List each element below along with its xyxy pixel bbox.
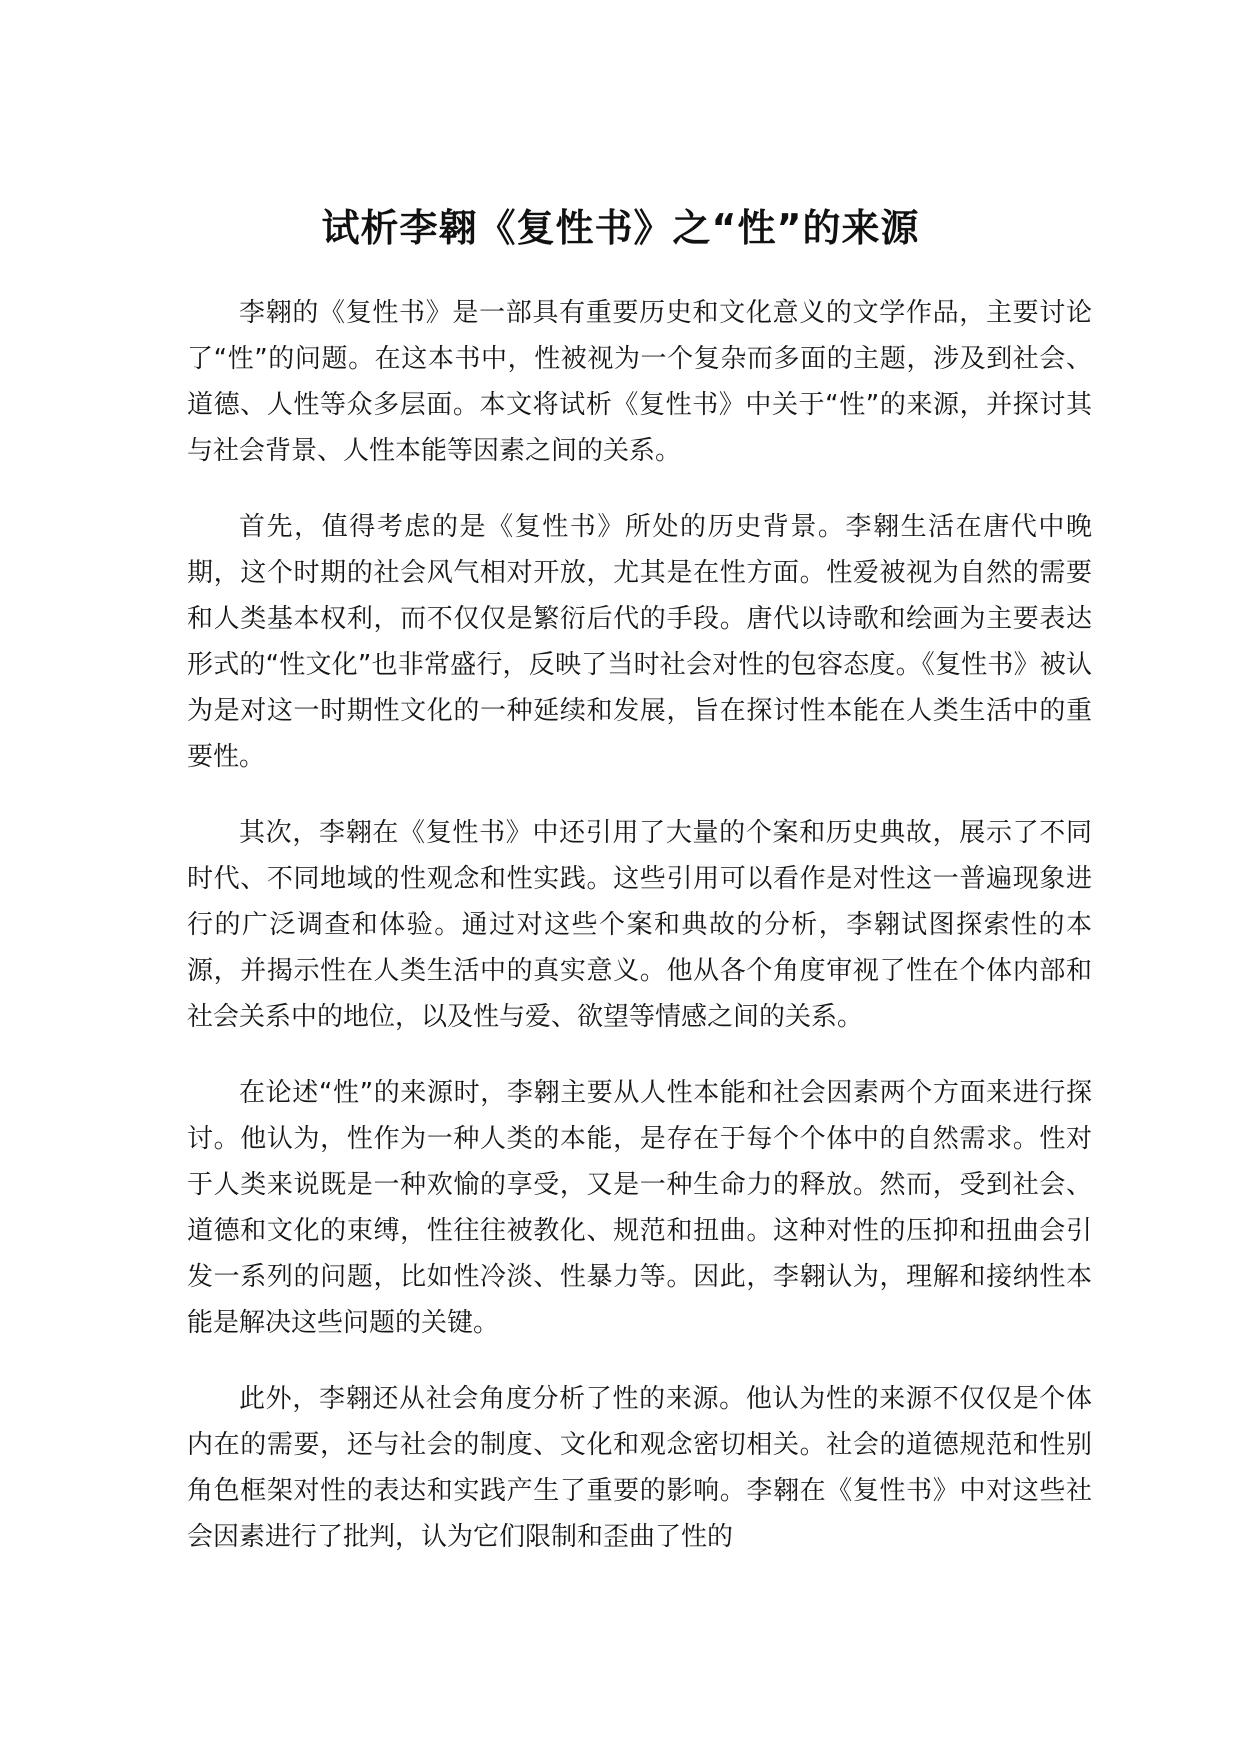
paragraph-2: 首先，值得考虑的是《复性书》所处的历史背景。李翱生活在唐代中晚期，这个时期的社会风气相对开放，尤其是在性方面。性爱被视为自然的需要和人类基本权利，而不仅仅是繁衍后代的手段。唐代以诗歌和绘画为主要表达形式的“性文化”也非常盛行，反映了当时社会对性的包容态度。《复性书》被认为是对这一时期性文化的一种延续和发展，旨在探讨性本能在人类生活中的重要性。 — [187, 512, 1092, 772]
paragraph-1: 李翱的《复性书》是一部具有重要历史和文化意义的文学作品，主要讨论了“性”的问题。在这本书中，性被视为一个复杂而多面的主题，涉及到社会、道德、人性等众多层面。本文将试析《复性书》中关于“性”的来源，并探讨其与社会背景、人性本能等因素之间的关系。 — [187, 298, 1092, 466]
document-body — [187, 290, 1092, 1590]
paragraph-5: 此外，李翱还从社会角度分析了性的来源。他认为性的来源不仅仅是个体内在的需要，还与社会的制度、文化和观念密切相关。社会的道德规范和性别角色框架对性的表达和实践产生了重要的影响。李翱在《复性书》中对这些社会因素进行了批判，认为它们限制和歪曲了性的 — [187, 1384, 1092, 1552]
paragraph-4: 在论述“性”的来源时，李翱主要从人性本能和社会因素两个方面来进行探讨。他认为，性作为一种人类的本能，是存在于每个个体中的自然需求。性对于人类来说既是一种欢愉的享受，又是一种生命力的释放。然而，受到社会、道德和文化的束缚，性往往被教化、规范和扭曲。这种对性的压抑和扭曲会引发一系列的问题，比如性冷淡、性暴力等。因此，李翱认为，理解和接纳性本能是解决这些问题的关键。 — [187, 1078, 1092, 1338]
paragraph-3: 其次，李翱在《复性书》中还引用了大量的个案和历史典故，展示了不同时代、不同地域的性观念和性实践。这些引用可以看作是对性这一普遍现象进行的广泛调查和体验。通过对这些个案和典故的分析，李翱试图探索性的本源，并揭示性在人类生活中的真实意义。他从各个角度审视了性在个体内部和社会关系中的地位，以及性与爱、欲望等情感之间的关系。 — [187, 818, 1092, 1032]
document-title: 试析李翱《复性书》之“性”的来源 — [321, 206, 920, 251]
